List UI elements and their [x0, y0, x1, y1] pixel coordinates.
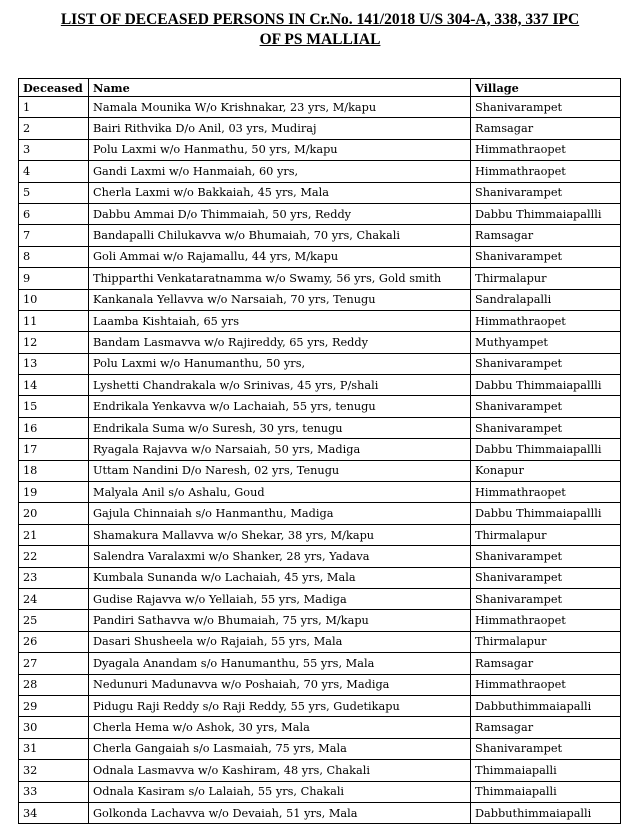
cell-village: Shanivarampet	[471, 417, 621, 438]
cell-deceased-number: 23	[19, 567, 89, 588]
cell-name: Dasari Shusheela w/o Rajaiah, 55 yrs, Mala	[89, 631, 471, 652]
cell-village: Ramsagar	[471, 118, 621, 139]
cell-village: Thimmaiapalli	[471, 760, 621, 781]
cell-name: Goli Ammai w/o Rajamallu, 44 yrs, M/kapu	[89, 246, 471, 267]
table-row	[19, 482, 621, 503]
cell-deceased-number: 12	[19, 332, 89, 353]
cell-name: Gajula Chinnaiah s/o Hanmanthu, Madiga	[89, 503, 471, 524]
cell-name: Salendra Varalaxmi w/o Shanker, 28 yrs, Yadava	[89, 546, 471, 567]
cell-name: Malyala Anil s/o Ashalu, Goud	[89, 482, 471, 503]
title-line-2: OF PS MALLIAL	[259, 31, 381, 48]
cell-name: Thipparthi Venkataratnamma w/o Swamy, 56 yrs, Gold smith	[89, 268, 471, 289]
cell-village: Dabbu Thimmaiapallli	[471, 439, 621, 460]
table-row	[19, 203, 621, 224]
cell-village: Dabbuthimmaiapalli	[471, 802, 621, 823]
cell-village: Dabbu Thimmaiapallli	[471, 375, 621, 396]
cell-village: Shanivarampet	[471, 546, 621, 567]
deceased-table	[18, 78, 621, 824]
cell-deceased-number: 21	[19, 524, 89, 545]
table-row	[19, 289, 621, 310]
cell-village: Thirmalapur	[471, 268, 621, 289]
table-row	[19, 246, 621, 267]
cell-village: Shanivarampet	[471, 396, 621, 417]
table-row	[19, 310, 621, 331]
cell-deceased-number: 30	[19, 717, 89, 738]
table-row	[19, 353, 621, 374]
table-row	[19, 268, 621, 289]
table-row	[19, 503, 621, 524]
cell-name: Pidugu Raji Reddy s/o Raji Reddy, 55 yrs, Gudetikapu	[89, 695, 471, 716]
table-row	[19, 439, 621, 460]
cell-name: Endrikala Suma w/o Suresh, 30 yrs, tenugu	[89, 417, 471, 438]
header-deceased: Deceased	[19, 79, 89, 97]
table-body	[19, 97, 621, 824]
cell-deceased-number: 27	[19, 653, 89, 674]
cell-village: Thimmaiapalli	[471, 781, 621, 802]
cell-name: Ryagala Rajavva w/o Narsaiah, 50 yrs, Madiga	[89, 439, 471, 460]
cell-village: Dabbu Thimmaiapallli	[471, 203, 621, 224]
cell-deceased-number: 19	[19, 482, 89, 503]
cell-name: Uttam Nandini D/o Naresh, 02 yrs, Tenugu	[89, 460, 471, 481]
cell-deceased-number: 9	[19, 268, 89, 289]
table-row	[19, 567, 621, 588]
cell-name: Cherla Laxmi w/o Bakkaiah, 45 yrs, Mala	[89, 182, 471, 203]
cell-village: Ramsagar	[471, 717, 621, 738]
cell-deceased-number: 15	[19, 396, 89, 417]
cell-deceased-number: 26	[19, 631, 89, 652]
table-row	[19, 546, 621, 567]
cell-deceased-number: 24	[19, 588, 89, 609]
table-row	[19, 161, 621, 182]
document-title	[18, 10, 622, 50]
cell-name: Bandapalli Chilukavva w/o Bhumaiah, 70 yrs, Chakali	[89, 225, 471, 246]
cell-village: Himmathraopet	[471, 610, 621, 631]
cell-name: Bandam Lasmavva w/o Rajireddy, 65 yrs, Reddy	[89, 332, 471, 353]
cell-village: Shanivarampet	[471, 738, 621, 759]
table-row	[19, 610, 621, 631]
table-row	[19, 717, 621, 738]
cell-deceased-number: 17	[19, 439, 89, 460]
cell-village: Himmathraopet	[471, 161, 621, 182]
cell-name: Gandi Laxmi w/o Hanmaiah, 60 yrs,	[89, 161, 471, 182]
table-row	[19, 524, 621, 545]
cell-village: Himmathraopet	[471, 310, 621, 331]
cell-deceased-number: 28	[19, 674, 89, 695]
cell-name: Kumbala Sunanda w/o Lachaiah, 45 yrs, Mala	[89, 567, 471, 588]
cell-deceased-number: 13	[19, 353, 89, 374]
cell-name: Dabbu Ammai D/o Thimmaiah, 50 yrs, Reddy	[89, 203, 471, 224]
cell-village: Shanivarampet	[471, 588, 621, 609]
table-row	[19, 139, 621, 160]
cell-deceased-number: 8	[19, 246, 89, 267]
cell-deceased-number: 11	[19, 310, 89, 331]
cell-village: Himmathraopet	[471, 482, 621, 503]
cell-village: Shanivarampet	[471, 567, 621, 588]
cell-village: Shanivarampet	[471, 246, 621, 267]
cell-village: Himmathraopet	[471, 139, 621, 160]
cell-village: Shanivarampet	[471, 97, 621, 118]
cell-name: Kankanala Yellavva w/o Narsaiah, 70 yrs, Tenugu	[89, 289, 471, 310]
cell-deceased-number: 29	[19, 695, 89, 716]
cell-village: Dabbu Thimmaiapallli	[471, 503, 621, 524]
cell-name: Golkonda Lachavva w/o Devaiah, 51 yrs, Mala	[89, 802, 471, 823]
cell-name: Odnala Lasmavva w/o Kashiram, 48 yrs, Chakali	[89, 760, 471, 781]
table-row	[19, 695, 621, 716]
table-row	[19, 332, 621, 353]
cell-deceased-number: 2	[19, 118, 89, 139]
cell-name: Laamba Kishtaiah, 65 yrs	[89, 310, 471, 331]
cell-deceased-number: 33	[19, 781, 89, 802]
table-row	[19, 631, 621, 652]
cell-village: Himmathraopet	[471, 674, 621, 695]
cell-village: Shanivarampet	[471, 182, 621, 203]
cell-name: Polu Laxmi w/o Hanmathu, 50 yrs, M/kapu	[89, 139, 471, 160]
table-row	[19, 375, 621, 396]
cell-village: Shanivarampet	[471, 353, 621, 374]
cell-name: Namala Mounika W/o Krishnakar, 23 yrs, M/kapu	[89, 97, 471, 118]
cell-village: Thirmalapur	[471, 524, 621, 545]
cell-village: Dabbuthimmaiapalli	[471, 695, 621, 716]
table-row	[19, 760, 621, 781]
cell-deceased-number: 6	[19, 203, 89, 224]
cell-name: Shamakura Mallavva w/o Shekar, 38 yrs, M/kapu	[89, 524, 471, 545]
cell-village: Ramsagar	[471, 225, 621, 246]
title-line-1: LIST OF DECEASED PERSONS IN Cr.No. 141/2018 U/S 304-A, 338, 337 IPC	[60, 11, 580, 28]
header-village: Village	[471, 79, 621, 97]
cell-name: Pandiri Sathavva w/o Bhumaiah, 75 yrs, M/kapu	[89, 610, 471, 631]
cell-name: Endrikala Yenkavva w/o Lachaiah, 55 yrs, tenugu	[89, 396, 471, 417]
cell-name: Cherla Gangaiah s/o Lasmaiah, 75 yrs, Mala	[89, 738, 471, 759]
cell-deceased-number: 1	[19, 97, 89, 118]
cell-village: Sandralapalli	[471, 289, 621, 310]
cell-name: Lyshetti Chandrakala w/o Srinivas, 45 yrs, P/shali	[89, 375, 471, 396]
header-name: Name	[89, 79, 471, 97]
table-row	[19, 417, 621, 438]
table-row	[19, 781, 621, 802]
cell-deceased-number: 32	[19, 760, 89, 781]
table-row	[19, 588, 621, 609]
cell-name: Dyagala Anandam s/o Hanumanthu, 55 yrs, Mala	[89, 653, 471, 674]
table-row	[19, 97, 621, 118]
cell-deceased-number: 18	[19, 460, 89, 481]
cell-deceased-number: 5	[19, 182, 89, 203]
cell-name: Polu Laxmi w/o Hanumanthu, 50 yrs,	[89, 353, 471, 374]
cell-name: Bairi Rithvika D/o Anil, 03 yrs, Mudiraj	[89, 118, 471, 139]
cell-village: Muthyampet	[471, 332, 621, 353]
table-row	[19, 653, 621, 674]
cell-deceased-number: 10	[19, 289, 89, 310]
cell-deceased-number: 4	[19, 161, 89, 182]
table-row	[19, 802, 621, 823]
table-row	[19, 118, 621, 139]
table-row	[19, 225, 621, 246]
cell-deceased-number: 31	[19, 738, 89, 759]
cell-deceased-number: 7	[19, 225, 89, 246]
cell-deceased-number: 3	[19, 139, 89, 160]
cell-village: Konapur	[471, 460, 621, 481]
table-row	[19, 182, 621, 203]
cell-name: Nedunuri Madunavva w/o Poshaiah, 70 yrs, Madiga	[89, 674, 471, 695]
table-header-row	[19, 79, 621, 97]
cell-deceased-number: 34	[19, 802, 89, 823]
cell-deceased-number: 22	[19, 546, 89, 567]
cell-name: Cherla Hema w/o Ashok, 30 yrs, Mala	[89, 717, 471, 738]
cell-name: Odnala Kasiram s/o Lalaiah, 55 yrs, Chakali	[89, 781, 471, 802]
table-row	[19, 460, 621, 481]
table-row	[19, 738, 621, 759]
cell-name: Gudise Rajavva w/o Yellaiah, 55 yrs, Madiga	[89, 588, 471, 609]
cell-deceased-number: 20	[19, 503, 89, 524]
table-row	[19, 396, 621, 417]
cell-deceased-number: 25	[19, 610, 89, 631]
cell-deceased-number: 14	[19, 375, 89, 396]
table-row	[19, 674, 621, 695]
cell-deceased-number: 16	[19, 417, 89, 438]
cell-village: Thirmalapur	[471, 631, 621, 652]
cell-village: Ramsagar	[471, 653, 621, 674]
